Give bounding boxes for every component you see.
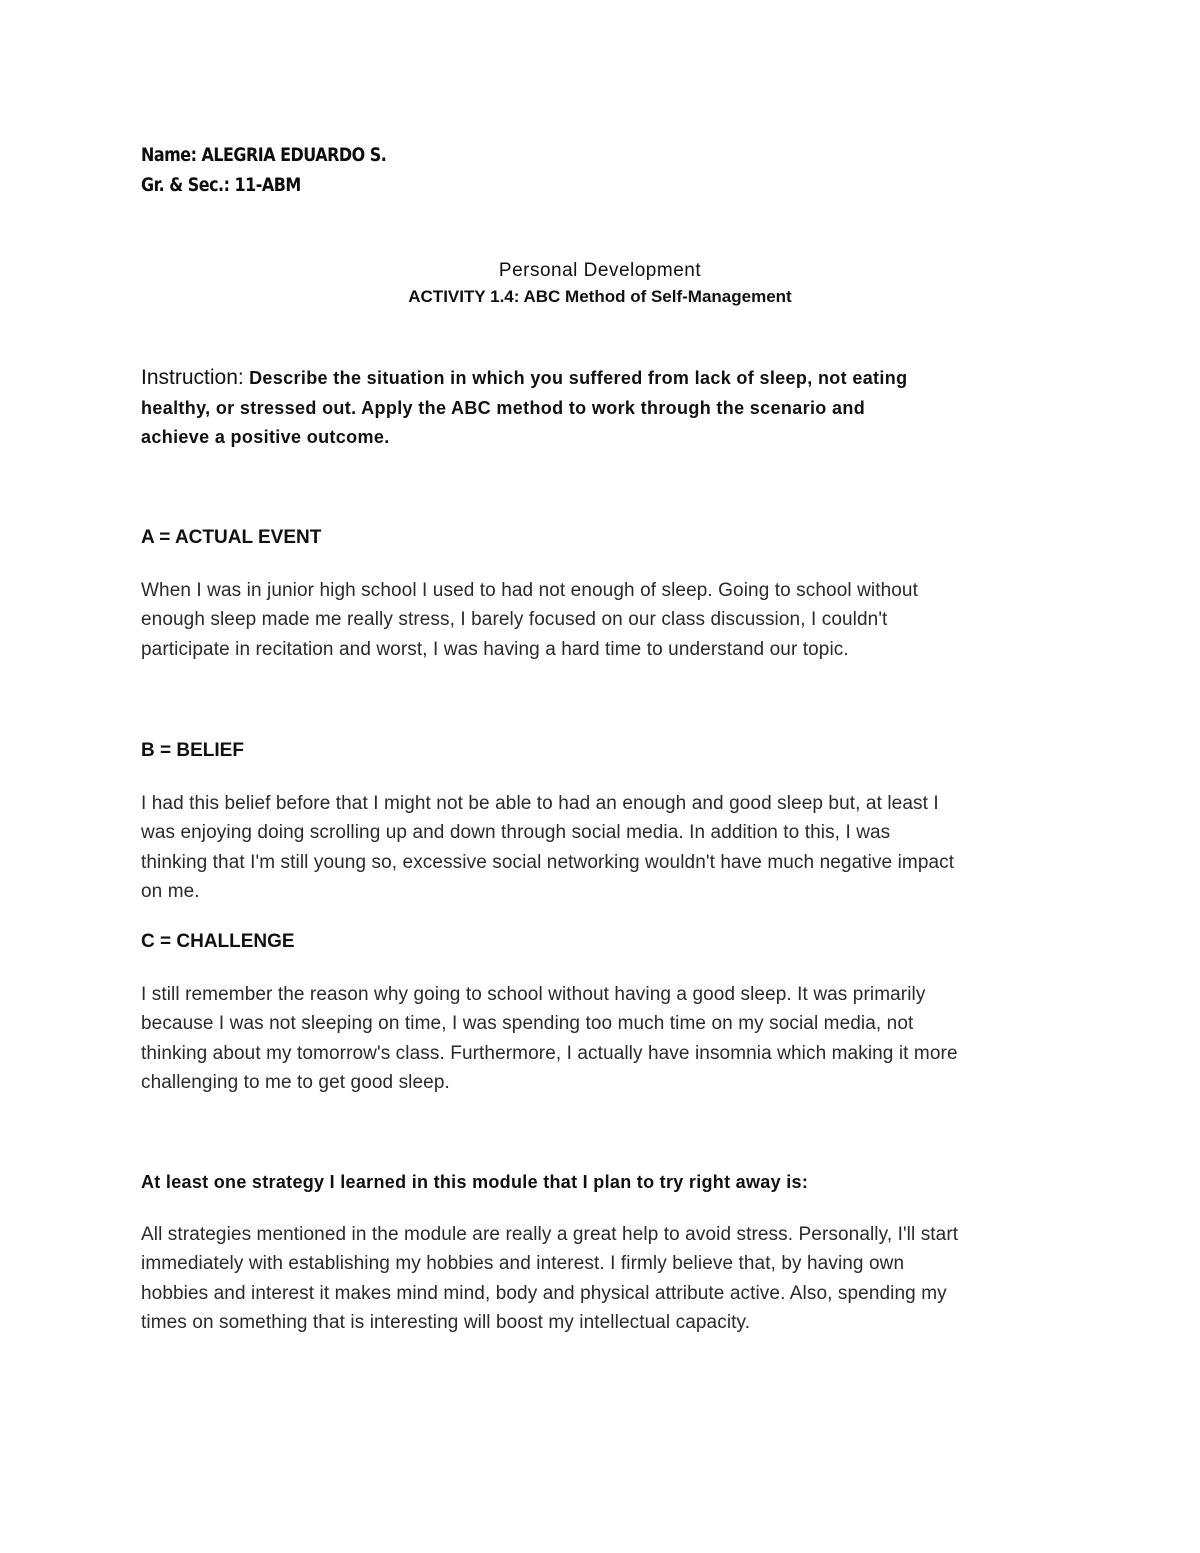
grade-section: Gr. & Sec.: 11-ABM xyxy=(141,174,301,196)
section-heading-challenge: C = CHALLENGE xyxy=(141,931,295,952)
section-body-strategy xyxy=(141,1220,1071,1338)
paragraph-line: challenging to me to get good sleep. xyxy=(141,1072,450,1094)
instruction-label: Instruction: xyxy=(141,366,244,389)
paragraph-line: participate in recitation and worst, I was having a hard time to understand our topic. xyxy=(141,638,849,660)
paragraph-line: was enjoying doing scrolling up and down through social media. In addition to this, I was xyxy=(141,822,891,844)
section-body-challenge xyxy=(141,980,1071,1098)
paragraph-line: When I was in junior high school I used to had not enough of sleep. Going to school without xyxy=(141,580,918,601)
section-heading-actual-event: A = ACTUAL EVENT xyxy=(141,527,322,548)
instruction-text-line: Describe the situation in which you suffered from lack of sleep, not eating xyxy=(249,368,908,388)
subject-title: Personal Development xyxy=(498,260,702,281)
instruction-text-line: achieve a positive outcome. xyxy=(141,427,390,447)
instruction-text-line: healthy, or stressed out. Apply the ABC method to work through the scenario and xyxy=(141,397,866,418)
paragraph-line: because I was not sleeping on time, I was spending too much time on my social media, not xyxy=(141,1013,914,1035)
paragraph-line: enough sleep made me really stress, I barely focused on our class discussion, I couldn't xyxy=(141,609,888,631)
paragraph-line: on me. xyxy=(141,881,200,903)
paragraph-line: All strategies mentioned in the module are really a great help to avoid stress. Personally, I'll start xyxy=(141,1224,959,1245)
paragraph-line: thinking about my tomorrow's class. Furthermore, I actually have insomnia which making it more xyxy=(141,1042,958,1064)
section-heading-belief: B = BELIEF xyxy=(141,740,244,761)
paragraph-line: I still remember the reason why going to school without having a good sleep. It was primarily xyxy=(141,984,926,1005)
paragraph-line: immediately with establishing my hobbies and interest. I firmly believe that, by having own xyxy=(141,1253,905,1275)
section-heading-strategy: At least one strategy I learned in this module that I plan to try right away is: xyxy=(141,1172,809,1192)
paragraph-line: I had this belief before that I might not be able to had an enough and good sleep but, at least I xyxy=(141,793,939,814)
section-body-actual-event xyxy=(141,576,1071,664)
instruction-block xyxy=(141,363,1061,453)
paragraph-line: thinking that I'm still young so, excessive social networking wouldn't have much negative impact xyxy=(141,851,955,873)
student-name: Name: ALEGRIA EDUARDO S. xyxy=(141,144,387,166)
paragraph-line: times on something that is interesting will boost my intellectual capacity. xyxy=(141,1312,751,1334)
section-body-belief xyxy=(141,789,1071,907)
activity-title: ACTIVITY 1.4: ABC Method of Self-Management xyxy=(408,287,792,306)
paragraph-line: hobbies and interest it makes mind mind, body and physical attribute active. Also, spending my xyxy=(141,1282,947,1304)
